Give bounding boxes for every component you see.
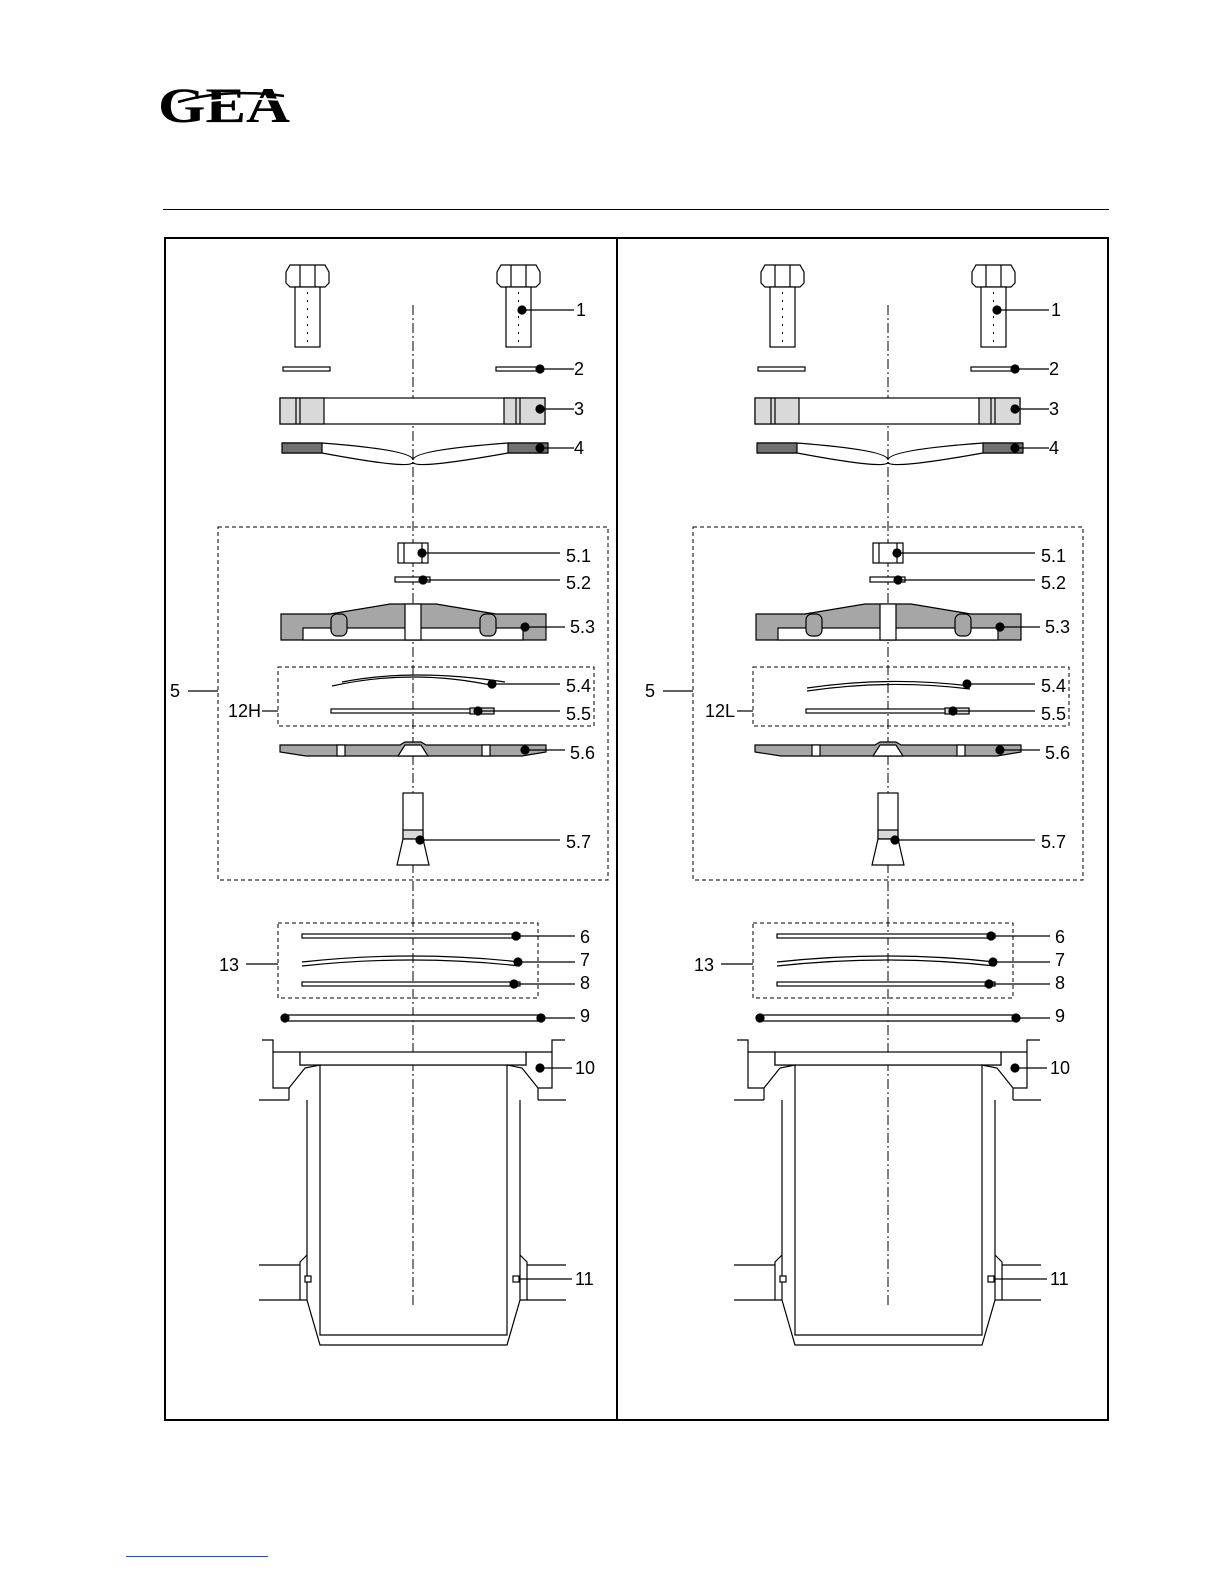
label-5-1: 5.1 <box>566 546 592 566</box>
label-10: 10 <box>1050 1058 1071 1078</box>
label-1: 1 <box>1051 300 1062 320</box>
label-3: 3 <box>574 399 585 419</box>
label-13: 13 <box>219 955 240 975</box>
label-7: 7 <box>1055 950 1066 970</box>
footer-link-underline[interactable] <box>126 1556 268 1557</box>
bolt-right-b <box>972 265 1015 347</box>
label-4: 4 <box>574 438 585 458</box>
label-2: 2 <box>1049 359 1060 379</box>
label-5-5: 5.5 <box>566 704 592 724</box>
label-7: 7 <box>580 950 591 970</box>
label-5: 5 <box>645 681 656 701</box>
label-5-6: 5.6 <box>570 743 596 763</box>
label-5-6: 5.6 <box>1045 743 1071 763</box>
bolt-right-a <box>761 265 804 347</box>
label-seal-group: 12L <box>705 701 736 721</box>
label-3: 3 <box>1049 399 1060 419</box>
label-1: 1 <box>576 300 587 320</box>
logo-text: GEA <box>158 80 290 128</box>
drawing-right <box>693 265 1083 1345</box>
label-10: 10 <box>575 1058 596 1078</box>
label-11: 11 <box>1050 1269 1069 1289</box>
label-5-2: 5.2 <box>566 573 592 593</box>
label-5-7: 5.7 <box>1041 832 1067 852</box>
label-5-5: 5.5 <box>1041 704 1067 724</box>
label-5-7: 5.7 <box>566 832 592 852</box>
label-9: 9 <box>1055 1006 1066 1026</box>
label-5-1: 5.1 <box>1041 546 1067 566</box>
label-8: 8 <box>1055 973 1066 993</box>
label-6: 6 <box>580 927 591 947</box>
label-9: 9 <box>580 1006 591 1026</box>
label-5-3: 5.3 <box>1045 617 1071 637</box>
label-5-4: 5.4 <box>1041 676 1067 696</box>
label-5-2: 5.2 <box>1041 573 1067 593</box>
label-5-4: 5.4 <box>566 676 592 696</box>
label-8: 8 <box>580 973 591 993</box>
label-2: 2 <box>574 359 585 379</box>
label-4: 4 <box>1049 438 1060 458</box>
label-11: 11 <box>575 1269 594 1289</box>
label-seal-group: 12H <box>228 701 262 721</box>
label-6: 6 <box>1055 927 1066 947</box>
label-5-3: 5.3 <box>570 617 596 637</box>
label-5: 5 <box>170 681 181 701</box>
label-13: 13 <box>694 955 715 975</box>
